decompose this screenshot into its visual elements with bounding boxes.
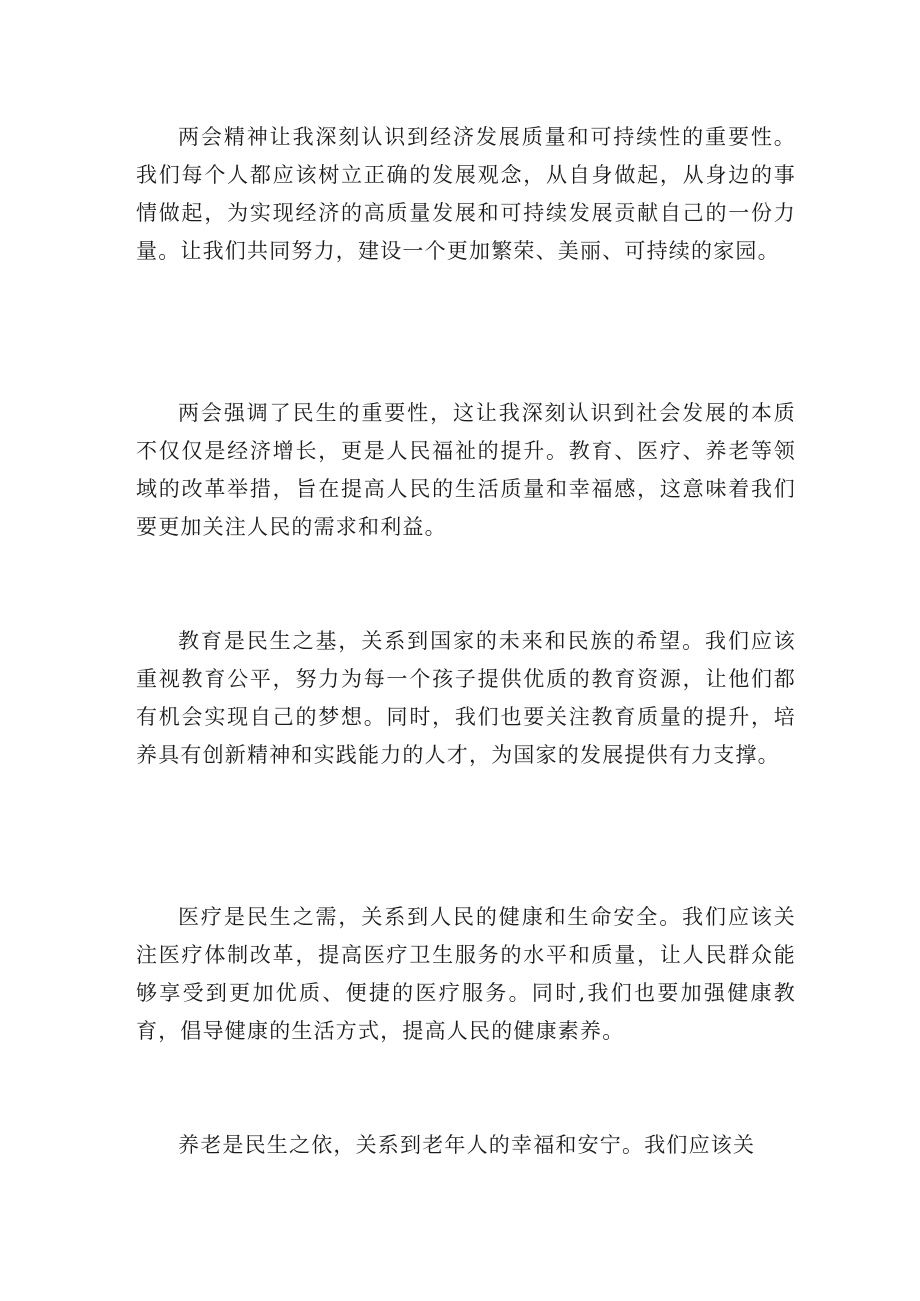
paragraph-text: 教育是民生之基，关系到国家的未来和民族的希望。我们应该重视教育公平，努力为每一个孩子提供优质的教育资源，让他们都有机会实现自己的梦想。同时，我们也要关注教育质量的提升，培养具有创新精神和实践能力的人才，为国家的发展提供有力支撑。 (136, 629, 796, 767)
paragraph-education (136, 622, 796, 774)
paragraph-healthcare (136, 898, 796, 1050)
paragraph-text: 养老是民生之依，关系到老年人的幸福和安宁。我们应该关 (178, 1133, 756, 1157)
paragraph-economy (136, 118, 796, 270)
paragraph-text: 医疗是民生之需，关系到人民的健康和生命安全。我们应该关注医疗体制改革，提高医疗卫生服务的水平和质量，让人民群众能够享受到更加优质、便捷的医疗服务。同时,我们也要加强健康教育，倡导健康的生活方式，提高人民的健康素养。 (136, 905, 796, 1043)
paragraph-text: 两会强调了民生的重要性，这让我深刻认识到社会发展的本质不仅仅是经济增长，更是人民福祉的提升。教育、医疗、养老等领域的改革举措，旨在提高人民的生活质量和幸福感，这意味着我们要更加关注人民的需求和利益。 (136, 401, 796, 539)
paragraph-text: 两会精神让我深刻认识到经济发展质量和可持续性的重要性。我们每个人都应该树立正确的发展观念，从自身做起，从身边的事情做起，为实现经济的高质量发展和可持续发展贡献自己的一份力量。让我们共同努力，建设一个更加繁荣、美丽、可持续的家园。 (136, 125, 796, 263)
paragraph-livelihood (136, 394, 796, 546)
paragraph-elderly-care (136, 1126, 796, 1164)
